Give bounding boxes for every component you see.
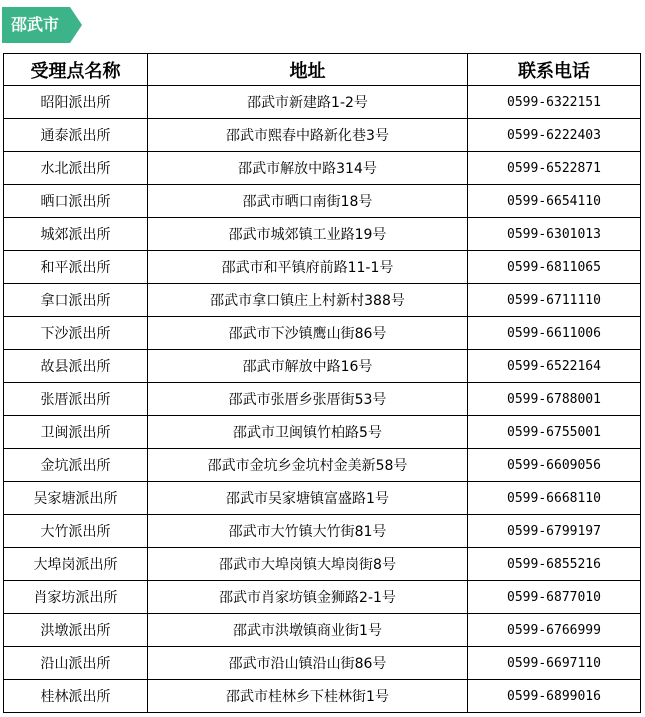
station-address-cell: 邵武市张厝乡张厝街53号 <box>148 383 468 416</box>
table-row <box>4 185 641 218</box>
station-phone-cell: 0599-6697110 <box>468 647 641 680</box>
station-phone-cell: 0599-6766999 <box>468 614 641 647</box>
table-row <box>4 383 641 416</box>
station-name-cell: 大埠岗派出所 <box>4 548 148 581</box>
table-row <box>4 449 641 482</box>
station-address-cell: 邵武市沿山镇沿山街86号 <box>148 647 468 680</box>
station-name-cell: 金坑派出所 <box>4 449 148 482</box>
station-address-cell: 邵武市洪墩镇商业街1号 <box>148 614 468 647</box>
station-name-cell: 城郊派出所 <box>4 218 148 251</box>
station-phone-cell: 0599-6301013 <box>468 218 641 251</box>
station-phone-cell: 0599-6755001 <box>468 416 641 449</box>
station-phone-cell: 0599-6811065 <box>468 251 641 284</box>
table-header-row <box>4 54 641 86</box>
table-row <box>4 152 641 185</box>
station-name-cell: 通泰派出所 <box>4 119 148 152</box>
station-phone-cell: 0599-6799197 <box>468 515 641 548</box>
table-row <box>4 119 641 152</box>
table-row <box>4 251 641 284</box>
station-phone-cell: 0599-6855216 <box>468 548 641 581</box>
station-name-cell: 故县派出所 <box>4 350 148 383</box>
station-name-cell: 昭阳派出所 <box>4 86 148 119</box>
table-row <box>4 680 641 713</box>
table-row <box>4 416 641 449</box>
column-header-address: 地址 <box>148 54 468 86</box>
station-phone-cell: 0599-6899016 <box>468 680 641 713</box>
column-header-name: 受理点名称 <box>4 54 148 86</box>
table-row <box>4 548 641 581</box>
table-row <box>4 482 641 515</box>
station-address-cell: 邵武市下沙镇鹰山街86号 <box>148 317 468 350</box>
station-name-cell: 下沙派出所 <box>4 317 148 350</box>
city-header-tag <box>2 7 82 43</box>
station-phone-cell: 0599-6711110 <box>468 284 641 317</box>
station-address-cell: 邵武市拿口镇庄上村新村388号 <box>148 284 468 317</box>
station-address-cell: 邵武市和平镇府前路11-1号 <box>148 251 468 284</box>
station-name-cell: 肖家坊派出所 <box>4 581 148 614</box>
station-name-cell: 水北派出所 <box>4 152 148 185</box>
station-address-cell: 邵武市解放中路16号 <box>148 350 468 383</box>
station-phone-cell: 0599-6322151 <box>468 86 641 119</box>
station-phone-cell: 0599-6222403 <box>468 119 641 152</box>
station-phone-cell: 0599-6522871 <box>468 152 641 185</box>
table-row <box>4 86 641 119</box>
station-phone-cell: 0599-6654110 <box>468 185 641 218</box>
station-phone-cell: 0599-6877010 <box>468 581 641 614</box>
station-phone-cell: 0599-6609056 <box>468 449 641 482</box>
station-name-cell: 张厝派出所 <box>4 383 148 416</box>
table-row <box>4 350 641 383</box>
station-name-cell: 卫闽派出所 <box>4 416 148 449</box>
station-address-cell: 邵武市解放中路314号 <box>148 152 468 185</box>
column-header-phone: 联系电话 <box>468 54 641 86</box>
station-phone-cell: 0599-6788001 <box>468 383 641 416</box>
station-name-cell: 和平派出所 <box>4 251 148 284</box>
table-row <box>4 317 641 350</box>
station-address-cell: 邵武市吴家塘镇富盛路1号 <box>148 482 468 515</box>
station-name-cell: 拿口派出所 <box>4 284 148 317</box>
station-address-cell: 邵武市大竹镇大竹街81号 <box>148 515 468 548</box>
station-name-cell: 桂林派出所 <box>4 680 148 713</box>
table-row <box>4 515 641 548</box>
table-row <box>4 218 641 251</box>
table-row <box>4 614 641 647</box>
city-title: 邵武市 <box>11 15 60 34</box>
station-address-cell: 邵武市金坑乡金坑村金美新58号 <box>148 449 468 482</box>
police-station-table <box>3 53 641 713</box>
station-address-cell: 邵武市晒口南街18号 <box>148 185 468 218</box>
station-address-cell: 邵武市城郊镇工业路19号 <box>148 218 468 251</box>
station-address-cell: 邵武市新建路1-2号 <box>148 86 468 119</box>
table-row <box>4 647 641 680</box>
station-name-cell: 沿山派出所 <box>4 647 148 680</box>
station-name-cell: 晒口派出所 <box>4 185 148 218</box>
station-address-cell: 邵武市卫闽镇竹柏路5号 <box>148 416 468 449</box>
station-phone-cell: 0599-6668110 <box>468 482 641 515</box>
table-row <box>4 284 641 317</box>
station-address-cell: 邵武市肖家坊镇金狮路2-1号 <box>148 581 468 614</box>
station-address-cell: 邵武市大埠岗镇大埠岗街8号 <box>148 548 468 581</box>
station-address-cell: 邵武市熙春中路新化巷3号 <box>148 119 468 152</box>
station-phone-cell: 0599-6611006 <box>468 317 641 350</box>
station-name-cell: 吴家塘派出所 <box>4 482 148 515</box>
station-name-cell: 大竹派出所 <box>4 515 148 548</box>
station-name-cell: 洪墩派出所 <box>4 614 148 647</box>
table-row <box>4 581 641 614</box>
station-address-cell: 邵武市桂林乡下桂林街1号 <box>148 680 468 713</box>
station-phone-cell: 0599-6522164 <box>468 350 641 383</box>
